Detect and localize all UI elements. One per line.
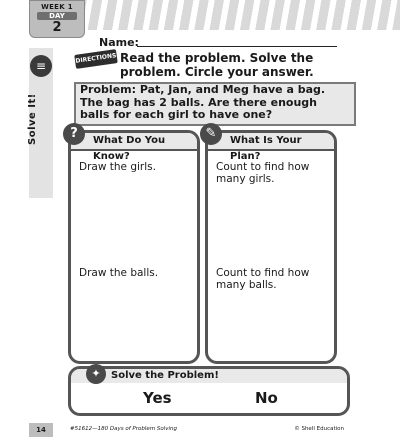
solve-box bbox=[68, 366, 350, 416]
wrench-icon: ✎ bbox=[200, 123, 222, 145]
know-item-1: Draw the girls. bbox=[79, 161, 156, 173]
answer-no[interactable]: No bbox=[255, 389, 278, 407]
name-field[interactable] bbox=[137, 46, 337, 47]
header-stripe bbox=[32, 0, 400, 30]
plan-panel bbox=[205, 126, 337, 364]
name-label: Name: bbox=[99, 36, 139, 49]
directions-tag: DIRECTIONS bbox=[74, 49, 118, 69]
day-number: 2 bbox=[52, 20, 62, 35]
problem-text: Pat, Jan, and Meg have a bag. The bag has 2 balls. Are there enough balls for each girl to have one? bbox=[80, 83, 326, 121]
plan-item-2: Count to find how many balls. bbox=[216, 267, 310, 291]
question-icon: ? bbox=[63, 123, 85, 145]
directions-text: Read the problem. Solve the problem. Circle your answer. bbox=[120, 51, 314, 79]
plan-panel-title: What Is Your Plan? bbox=[208, 133, 334, 151]
book-credit: #51612—180 Days of Problem Solving bbox=[70, 426, 177, 432]
know-item-2: Draw the balls. bbox=[79, 267, 159, 279]
day-label: DAY bbox=[37, 12, 77, 20]
notepad-icon: ≡ bbox=[30, 55, 52, 77]
week-label: WEEK 1 bbox=[41, 3, 73, 11]
solve-title: Solve the Problem! bbox=[71, 369, 347, 383]
week-day-badge bbox=[29, 0, 85, 38]
problem-label: Problem: bbox=[80, 83, 137, 96]
plan-item-1: Count to find how many girls. bbox=[216, 161, 310, 185]
know-panel-title: What Do You Know? bbox=[71, 133, 197, 151]
lightbulb-icon: ✦ bbox=[86, 364, 106, 384]
publisher-credit: © Shell Education bbox=[294, 426, 344, 432]
know-panel bbox=[68, 126, 200, 364]
problem-box bbox=[74, 82, 356, 126]
answer-yes[interactable]: Yes bbox=[143, 389, 172, 407]
sidebar-title: Solve It! bbox=[27, 93, 38, 145]
page-number: 14 bbox=[29, 423, 53, 437]
